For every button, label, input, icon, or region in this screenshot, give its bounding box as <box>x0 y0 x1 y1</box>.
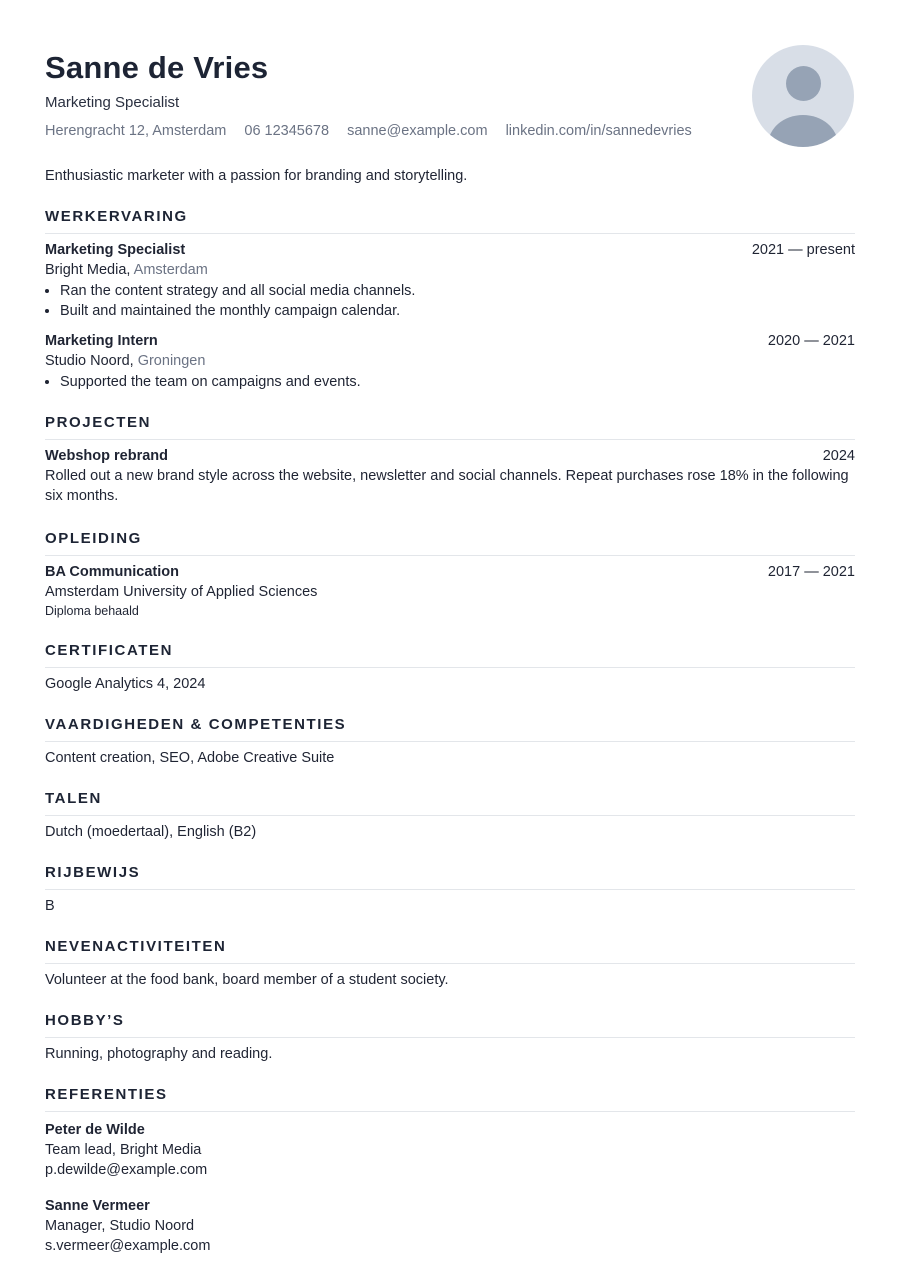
project-year: 2024 <box>822 448 855 464</box>
license-text: B <box>45 898 55 914</box>
company-name: Studio Noord <box>45 353 130 369</box>
section-title-certificates: CERTIFICATEN <box>45 642 855 668</box>
section-title-license: RIJBEWIJS <box>45 864 855 890</box>
hobbies-section <box>45 1012 855 1062</box>
company-location: Groningen <box>137 353 206 369</box>
job-bullets <box>45 283 855 319</box>
section-title-projects: PROJECTEN <box>45 414 855 440</box>
degree-name: BA Communication <box>45 564 179 580</box>
contact-phone: 06 12345678 <box>244 123 330 139</box>
degree-note: Diploma behaald <box>45 604 139 618</box>
projects-section <box>45 414 855 506</box>
school-name: Amsterdam University of Applied Sciences <box>45 584 318 600</box>
contact-address: Herengracht 12, Amsterdam <box>45 123 227 139</box>
reference-name: Peter de Wilde <box>45 1122 145 1138</box>
job-date: 2021 — present <box>751 242 855 258</box>
experience-entry <box>45 333 855 390</box>
job-bullets <box>45 374 855 390</box>
section-title-education: OPLEIDING <box>45 530 855 556</box>
languages-section <box>45 790 855 840</box>
job-bullet: • Supported the team on campaigns and events. <box>60 374 855 390</box>
company-separator: , <box>126 262 134 278</box>
section-title-experience: WERKERVARING <box>45 208 855 234</box>
skills-text: Content creation, SEO, Adobe Creative Suite <box>45 750 335 766</box>
reference-email[interactable]: s.vermeer@example.com <box>45 1238 211 1254</box>
project-description: Rolled out a new brand style across the website, newsletter and social channels. Repeat purchases rose 18% in the following six months. <box>45 468 849 504</box>
project-name: Webshop rebrand <box>45 448 168 464</box>
section-title-references: REFERENTIES <box>45 1086 855 1112</box>
job-date: 2020 — 2021 <box>767 333 855 349</box>
experience-entry <box>45 242 855 319</box>
job-bullet: • Built and maintained the monthly campaign calendar. <box>60 303 855 319</box>
user-avatar-icon <box>752 45 854 147</box>
candidate-role: Marketing Specialist <box>45 94 180 111</box>
activities-section <box>45 938 855 988</box>
education-section <box>45 530 855 618</box>
job-bullet: • Ran the content strategy and all social media channels. <box>60 283 855 299</box>
certificates-text: Google Analytics 4, 2024 <box>45 676 206 692</box>
company-location: Amsterdam <box>133 262 208 278</box>
section-title-skills: VAARDIGHEDEN & COMPETENTIES <box>45 716 855 742</box>
resume-header <box>45 0 855 160</box>
job-title: Marketing Specialist <box>45 242 186 258</box>
contact-linkedin[interactable]: linkedin.com/in/sannedevries <box>505 123 692 139</box>
reference-entry <box>45 1120 855 1180</box>
candidate-name: Sanne de Vries <box>45 50 269 85</box>
education-entry <box>45 564 855 618</box>
company-separator: , <box>129 353 138 369</box>
certificates-section <box>45 642 855 692</box>
section-title-activities: NEVENACTIVITEITEN <box>45 938 855 964</box>
avatar-body-shape <box>768 115 838 147</box>
contact-line <box>45 123 706 139</box>
degree-date: 2017 — 2021 <box>767 564 855 580</box>
activities-text: Volunteer at the food bank, board member of a student society. <box>45 972 449 988</box>
profile-summary: Enthusiastic marketer with a passion for branding and storytelling. <box>45 168 468 184</box>
experience-section <box>45 208 855 390</box>
section-title-languages: TALEN <box>45 790 855 816</box>
job-title: Marketing Intern <box>45 333 158 349</box>
section-title-hobbies: HOBBY’S <box>45 1012 855 1038</box>
project-entry <box>45 448 855 506</box>
skills-section <box>45 716 855 766</box>
avatar-head-shape <box>786 66 821 101</box>
license-section <box>45 864 855 914</box>
contact-email[interactable]: sanne@example.com <box>347 123 488 139</box>
reference-position: Manager, Studio Noord <box>45 1218 195 1234</box>
reference-email[interactable]: p.dewilde@example.com <box>45 1162 208 1178</box>
references-section <box>45 1086 855 1256</box>
reference-entry <box>45 1196 855 1256</box>
hobbies-text: Running, photography and reading. <box>45 1046 273 1062</box>
reference-name: Sanne Vermeer <box>45 1198 150 1214</box>
reference-position: Team lead, Bright Media <box>45 1142 202 1158</box>
languages-text: Dutch (moedertaal), English (B2) <box>45 824 257 840</box>
company-name: Bright Media <box>45 262 127 278</box>
